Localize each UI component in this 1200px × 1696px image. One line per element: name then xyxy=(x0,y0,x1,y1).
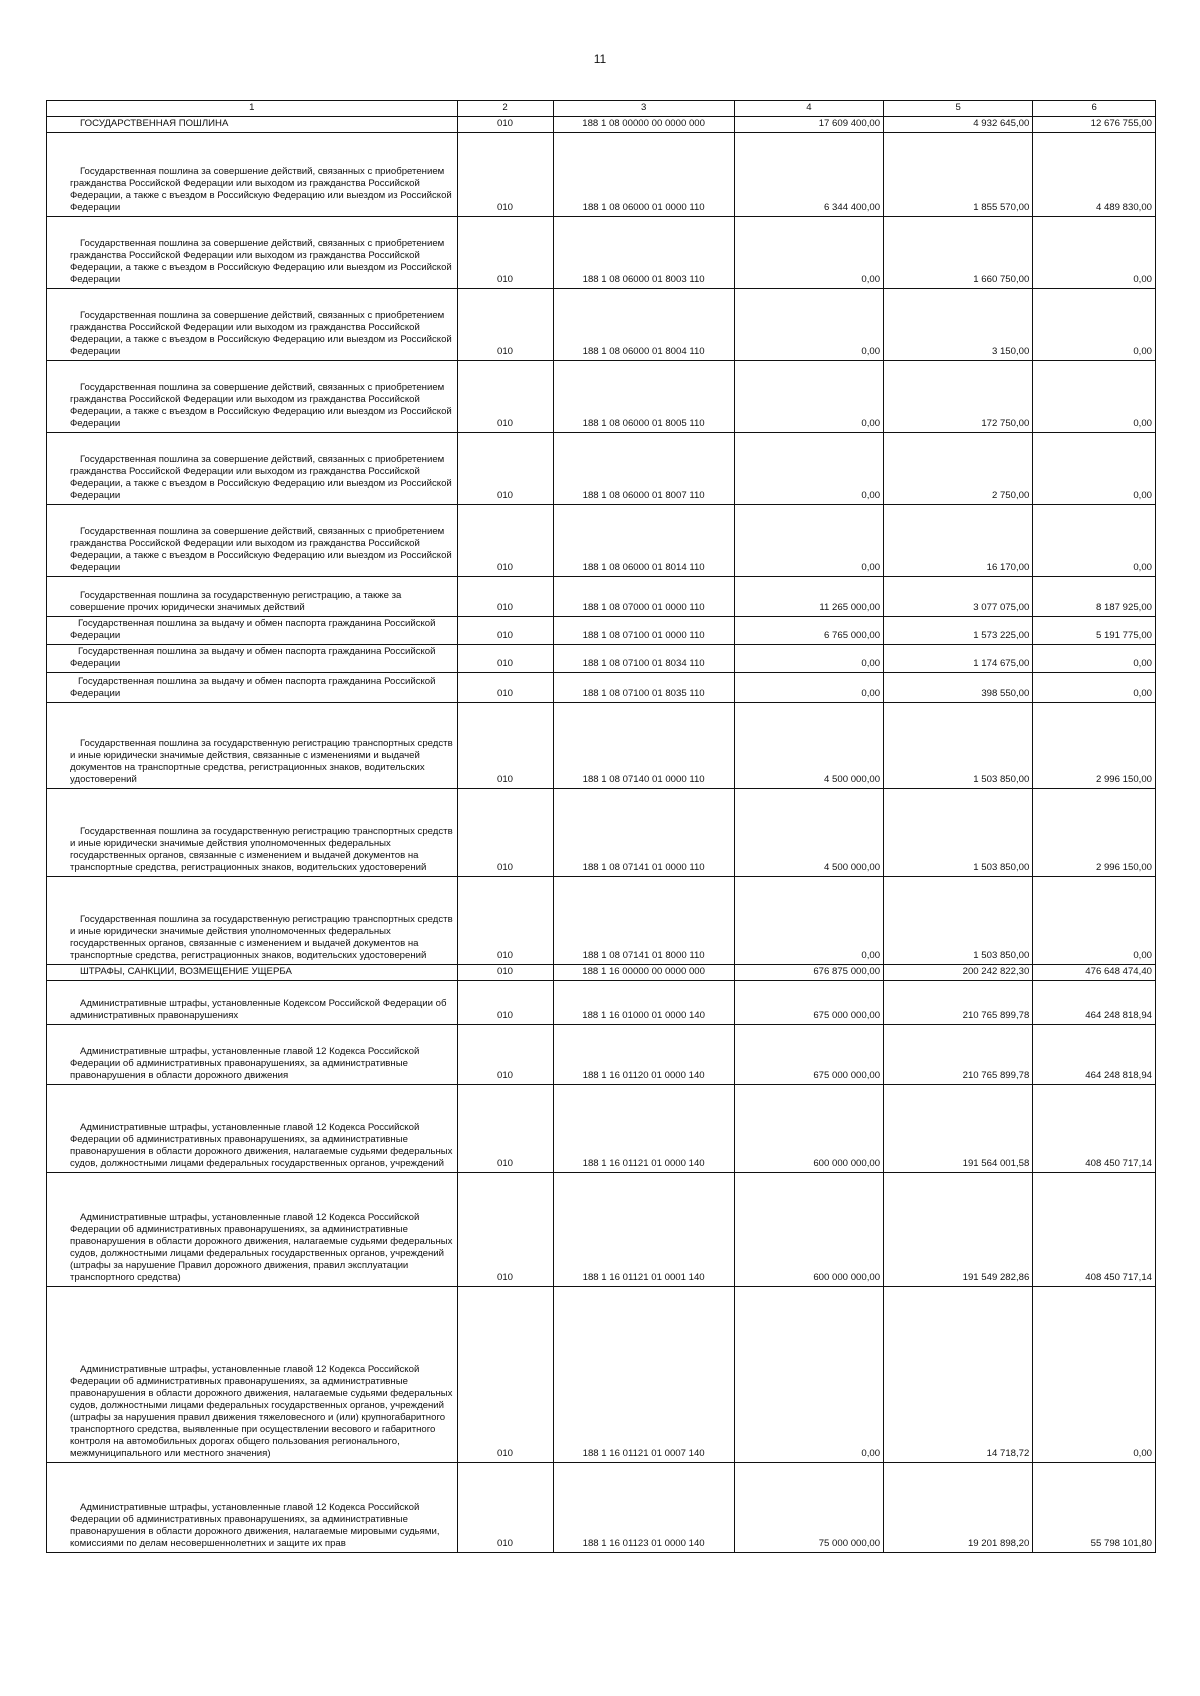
row-name: Государственная пошлина за совершение действий, связанных с приобретением гражданства Российской Федерации или выходом из гражданства Российской Федерации, а также с въездом в Российскую Федерацию или выездом из Российской Федерации xyxy=(70,526,452,573)
row-amount-6: 0,00 xyxy=(1033,216,1156,288)
row-name: Государственная пошлина за совершение действий, связанных с приобретением гражданства Российской Федерации или выходом из гражданства Российской Федерации, а также с въездом в Российскую Федерацию или выездом из Российской Федерации xyxy=(70,310,452,357)
row-amount-6: 0,00 xyxy=(1033,432,1156,504)
row-name: ШТРАФЫ, САНКЦИИ, ВОЗМЕЩЕНИЕ УЩЕРБА xyxy=(80,965,292,977)
row-amount-4: 11 265 000,00 xyxy=(734,576,883,616)
table-row xyxy=(47,1172,1156,1286)
row-code: 010 xyxy=(457,876,553,964)
row-amount-4: 6 765 000,00 xyxy=(734,616,883,644)
row-amount-5: 398 550,00 xyxy=(884,672,1033,702)
row-amount-4: 600 000 000,00 xyxy=(734,1084,883,1172)
row-amount-6: 12 676 755,00 xyxy=(1033,117,1156,133)
row-name: Государственная пошлина за государственную регистрацию транспортных средств и иные юридически значимые действия уполномоченных федеральных государственных органов, связанные с изменением и выдачей документов на транспортные средства, регистрационных знаков, водительских удостоверений xyxy=(70,914,453,961)
row-kbk: 188 1 08 07100 01 8034 110 xyxy=(553,644,734,672)
row-name-cell xyxy=(47,360,458,432)
row-amount-6: 2 996 150,00 xyxy=(1033,788,1156,876)
row-name: Государственная пошлина за выдачу и обмен паспорта гражданина Российской Федерации xyxy=(70,676,436,699)
row-name-cell xyxy=(47,432,458,504)
row-amount-5: 191 564 001,58 xyxy=(884,1084,1033,1172)
row-kbk: 188 1 16 01121 01 0001 140 xyxy=(553,1172,734,1286)
row-code: 010 xyxy=(457,1024,553,1084)
row-amount-4: 0,00 xyxy=(734,504,883,576)
row-amount-5: 4 932 645,00 xyxy=(884,117,1033,133)
row-kbk: 188 1 08 06000 01 8004 110 xyxy=(553,288,734,360)
row-kbk: 188 1 08 06000 01 0000 110 xyxy=(553,132,734,216)
table-row xyxy=(47,132,1156,216)
row-kbk: 188 1 16 01121 01 0007 140 xyxy=(553,1286,734,1462)
row-code: 010 xyxy=(457,702,553,788)
table-row xyxy=(47,702,1156,788)
row-amount-6: 0,00 xyxy=(1033,504,1156,576)
row-name: Административные штрафы, установленные главой 12 Кодекса Российской Федерации об административных правонарушениях, за административные правонарушения в области дорожного движения, налагаемые судьями федеральных судов, должностными лицами федеральных государственных органов, учреждений xyxy=(70,1122,453,1169)
row-name: Административные штрафы, установленные главой 12 Кодекса Российской Федерации об административных правонарушениях, за административные правонарушения в области дорожного движения, налагаемые судьями федеральных судов, должностными лицами федеральных государственных органов, учреждений (штрафы за нарушения правил движения тяжеловесного и (или) крупногабаритного транспортного средства, выявленные при осуществлении весового и габаритного контроля на автомобильных дорогах общего пользования регионального, межмуниципального или местного значения) xyxy=(70,1364,453,1459)
row-code: 010 xyxy=(457,644,553,672)
row-amount-5: 14 718,72 xyxy=(884,1286,1033,1462)
row-code: 010 xyxy=(457,1462,553,1552)
section-row xyxy=(47,117,1156,133)
row-name-cell xyxy=(47,616,458,644)
row-code: 010 xyxy=(457,288,553,360)
row-name-cell xyxy=(47,132,458,216)
row-name: Государственная пошлина за совершение действий, связанных с приобретением гражданства Российской Федерации или выходом из гражданства Российской Федерации, а также с въездом в Российскую Федерацию или выездом из Российской Федерации xyxy=(70,382,452,429)
row-kbk: 188 1 08 06000 01 8014 110 xyxy=(553,504,734,576)
row-kbk: 188 1 08 06000 01 8007 110 xyxy=(553,432,734,504)
row-amount-4: 0,00 xyxy=(734,644,883,672)
row-amount-6: 0,00 xyxy=(1033,1286,1156,1462)
table-row xyxy=(47,216,1156,288)
table-row xyxy=(47,432,1156,504)
row-amount-4: 0,00 xyxy=(734,1286,883,1462)
row-amount-5: 1 503 850,00 xyxy=(884,788,1033,876)
row-amount-4: 0,00 xyxy=(734,876,883,964)
table-row xyxy=(47,1084,1156,1172)
row-amount-6: 408 450 717,14 xyxy=(1033,1084,1156,1172)
row-amount-4: 0,00 xyxy=(734,360,883,432)
row-code: 010 xyxy=(457,672,553,702)
row-kbk: 188 1 16 01123 01 0000 140 xyxy=(553,1462,734,1552)
row-name-cell xyxy=(47,504,458,576)
row-code: 010 xyxy=(457,576,553,616)
row-name: Административные штрафы, установленные главой 12 Кодекса Российской Федерации об административных правонарушениях, за административные правонарушения в области дорожного движения, налагаемые мировыми судьями, комиссиями по делам несовершеннолетних и защите их прав xyxy=(70,1502,440,1549)
row-code: 010 xyxy=(457,1172,553,1286)
row-amount-5: 191 549 282,86 xyxy=(884,1172,1033,1286)
column-header: 2 xyxy=(457,101,553,117)
row-name: Государственная пошлина за выдачу и обмен паспорта гражданина Российской Федерации xyxy=(70,646,436,669)
row-kbk: 188 1 08 06000 01 8003 110 xyxy=(553,216,734,288)
row-amount-5: 2 750,00 xyxy=(884,432,1033,504)
column-header: 1 xyxy=(47,101,458,117)
row-name-cell xyxy=(47,980,458,1024)
row-amount-4: 675 000 000,00 xyxy=(734,1024,883,1084)
row-amount-5: 200 242 822,30 xyxy=(884,964,1033,980)
row-kbk: 188 1 08 07000 01 0000 110 xyxy=(553,576,734,616)
row-amount-6: 464 248 818,94 xyxy=(1033,980,1156,1024)
row-amount-6: 0,00 xyxy=(1033,876,1156,964)
row-kbk: 188 1 08 00000 00 0000 000 xyxy=(553,117,734,133)
row-amount-6: 55 798 101,80 xyxy=(1033,1462,1156,1552)
row-code: 010 xyxy=(457,504,553,576)
row-name-cell xyxy=(47,788,458,876)
row-amount-6: 4 489 830,00 xyxy=(1033,132,1156,216)
row-code: 010 xyxy=(457,964,553,980)
column-header: 4 xyxy=(734,101,883,117)
table-row xyxy=(47,1462,1156,1552)
row-name-cell xyxy=(47,1286,458,1462)
row-amount-5: 1 174 675,00 xyxy=(884,644,1033,672)
row-amount-4: 6 344 400,00 xyxy=(734,132,883,216)
row-code: 010 xyxy=(457,616,553,644)
row-name-cell xyxy=(47,288,458,360)
row-amount-5: 16 170,00 xyxy=(884,504,1033,576)
row-amount-5: 1 660 750,00 xyxy=(884,216,1033,288)
column-header: 5 xyxy=(884,101,1033,117)
table-row xyxy=(47,288,1156,360)
row-kbk: 188 1 16 01120 01 0000 140 xyxy=(553,1024,734,1084)
row-name-cell xyxy=(47,672,458,702)
row-kbk: 188 1 08 07141 01 0000 110 xyxy=(553,788,734,876)
row-code: 010 xyxy=(457,216,553,288)
row-amount-6: 464 248 818,94 xyxy=(1033,1024,1156,1084)
table-row xyxy=(47,644,1156,672)
table-row xyxy=(47,876,1156,964)
row-kbk: 188 1 08 07140 01 0000 110 xyxy=(553,702,734,788)
section-row xyxy=(47,964,1156,980)
row-code: 010 xyxy=(457,1286,553,1462)
row-amount-6: 476 648 474,40 xyxy=(1033,964,1156,980)
row-code: 010 xyxy=(457,1084,553,1172)
row-amount-5: 1 855 570,00 xyxy=(884,132,1033,216)
row-name-cell xyxy=(47,576,458,616)
row-kbk: 188 1 08 07141 01 8000 110 xyxy=(553,876,734,964)
row-name-cell xyxy=(47,1172,458,1286)
row-name: Государственная пошлина за совершение действий, связанных с приобретением гражданства Российской Федерации или выходом из гражданства Российской Федерации, а также с въездом в Российскую Федерацию или выездом из Российской Федерации xyxy=(70,454,452,501)
table-row xyxy=(47,672,1156,702)
row-amount-4: 0,00 xyxy=(734,672,883,702)
row-kbk: 188 1 08 06000 01 8005 110 xyxy=(553,360,734,432)
row-amount-4: 600 000 000,00 xyxy=(734,1172,883,1286)
row-amount-5: 1 503 850,00 xyxy=(884,876,1033,964)
row-name-cell xyxy=(47,1084,458,1172)
row-amount-6: 5 191 775,00 xyxy=(1033,616,1156,644)
row-name-cell xyxy=(47,702,458,788)
table-row xyxy=(47,576,1156,616)
table-row xyxy=(47,980,1156,1024)
row-name-cell xyxy=(47,1462,458,1552)
row-amount-5: 3 077 075,00 xyxy=(884,576,1033,616)
row-code: 010 xyxy=(457,117,553,133)
row-amount-5: 3 150,00 xyxy=(884,288,1033,360)
row-kbk: 188 1 16 01000 01 0000 140 xyxy=(553,980,734,1024)
row-code: 010 xyxy=(457,432,553,504)
row-kbk: 188 1 08 07100 01 8035 110 xyxy=(553,672,734,702)
table-row xyxy=(47,1024,1156,1084)
row-kbk: 188 1 16 00000 00 0000 000 xyxy=(553,964,734,980)
row-code: 010 xyxy=(457,788,553,876)
row-name: Административные штрафы, установленные главой 12 Кодекса Российской Федерации об административных правонарушениях, за административные правонарушения в области дорожного движения, налагаемые судьями федеральных судов, должностными лицами федеральных государственных органов, учреждений (штрафы за нарушение Правил дорожного движения, правил эксплуатации транспортного средства) xyxy=(70,1212,453,1283)
row-amount-4: 675 000 000,00 xyxy=(734,980,883,1024)
table-row xyxy=(47,1286,1156,1462)
table-row xyxy=(47,788,1156,876)
row-name: Государственная пошлина за совершение действий, связанных с приобретением гражданства Российской Федерации или выходом из гражданства Российской Федерации, а также с въездом в Российскую Федерацию или выездом из Российской Федерации xyxy=(70,238,452,285)
row-name-cell xyxy=(47,1024,458,1084)
table-row xyxy=(47,504,1156,576)
row-amount-4: 75 000 000,00 xyxy=(734,1462,883,1552)
revenue-table xyxy=(46,100,1156,1553)
row-name: Государственная пошлина за государственную регистрацию транспортных средств и иные юридически значимые действия, связанные с изменениями и выдачей документов на транспортные средства, регистрационных знаков, водительских удостоверений xyxy=(70,738,453,785)
row-amount-6: 408 450 717,14 xyxy=(1033,1172,1156,1286)
row-code: 010 xyxy=(457,360,553,432)
row-name-cell xyxy=(47,876,458,964)
row-amount-5: 210 765 899,78 xyxy=(884,980,1033,1024)
row-kbk: 188 1 08 07100 01 0000 110 xyxy=(553,616,734,644)
column-header: 3 xyxy=(553,101,734,117)
row-amount-6: 0,00 xyxy=(1033,288,1156,360)
row-amount-6: 0,00 xyxy=(1033,672,1156,702)
page-number: 11 xyxy=(593,52,607,66)
row-amount-5: 210 765 899,78 xyxy=(884,1024,1033,1084)
table-row xyxy=(47,360,1156,432)
row-name: Государственная пошлина за выдачу и обмен паспорта гражданина Российской Федерации xyxy=(70,618,436,641)
row-code: 010 xyxy=(457,980,553,1024)
row-amount-4: 4 500 000,00 xyxy=(734,788,883,876)
row-amount-5: 172 750,00 xyxy=(884,360,1033,432)
row-amount-5: 1 573 225,00 xyxy=(884,616,1033,644)
row-amount-5: 19 201 898,20 xyxy=(884,1462,1033,1552)
row-code: 010 xyxy=(457,132,553,216)
row-name: Государственная пошлина за совершение действий, связанных с приобретением гражданства Российской Федерации или выходом из гражданства Российской Федерации, а также с въездом в Российскую Федерацию или выездом из Российской Федерации xyxy=(70,166,452,213)
row-amount-6: 2 996 150,00 xyxy=(1033,702,1156,788)
row-name: Государственная пошлина за государственную регистрацию транспортных средств и иные юридически значимые действия уполномоченных федеральных государственных органов, связанные с изменением и выдачей документов на транспортные средства, регистрационных знаков, водительских удостоверений xyxy=(70,826,453,873)
table-header-row xyxy=(47,101,1156,117)
row-name: Административные штрафы, установленные Кодексом Российской Федерации об административных правонарушениях xyxy=(70,998,447,1021)
row-amount-4: 4 500 000,00 xyxy=(734,702,883,788)
row-amount-4: 17 609 400,00 xyxy=(734,117,883,133)
row-name-cell xyxy=(47,644,458,672)
row-name: Государственная пошлина за государственную регистрацию, а также за совершение прочих юридически значимых действий xyxy=(70,590,402,613)
column-header: 6 xyxy=(1033,101,1156,117)
row-amount-4: 676 875 000,00 xyxy=(734,964,883,980)
row-amount-6: 0,00 xyxy=(1033,360,1156,432)
row-kbk: 188 1 16 01121 01 0000 140 xyxy=(553,1084,734,1172)
row-name-cell xyxy=(47,216,458,288)
row-name-cell xyxy=(47,117,458,133)
row-name: Административные штрафы, установленные главой 12 Кодекса Российской Федерации об административных правонарушениях, за административные правонарушения в области дорожного движения xyxy=(70,1046,420,1081)
table-row xyxy=(47,616,1156,644)
row-amount-4: 0,00 xyxy=(734,432,883,504)
row-amount-5: 1 503 850,00 xyxy=(884,702,1033,788)
row-amount-6: 8 187 925,00 xyxy=(1033,576,1156,616)
row-amount-6: 0,00 xyxy=(1033,644,1156,672)
row-name-cell xyxy=(47,964,458,980)
row-amount-4: 0,00 xyxy=(734,216,883,288)
row-name: ГОСУДАРСТВЕННАЯ ПОШЛИНА xyxy=(80,118,229,129)
row-amount-4: 0,00 xyxy=(734,288,883,360)
